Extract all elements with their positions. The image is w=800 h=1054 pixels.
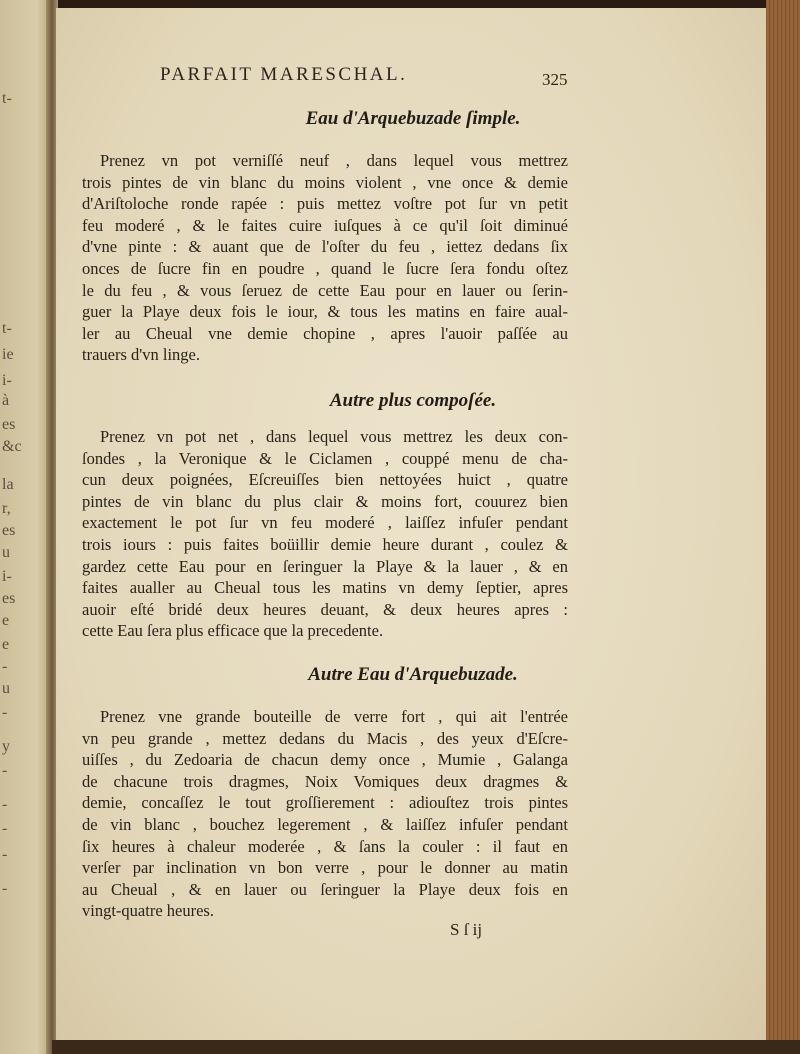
text-line: uiſſes , du Zedoaria de chacun demy once , Mumie , Galanga <box>82 750 568 770</box>
text-line: ſondes , la Veronique & le Ciclamen , couppé menu de cha- <box>82 448 568 468</box>
text-line: cette Eau ſera plus efficace que la precedente. <box>82 621 384 641</box>
text-line: de chacune trois dragmes, Noix Vomiques deux dragmes & <box>82 771 568 791</box>
left-page-fragment: ie <box>2 346 14 363</box>
text-line: de vin blanc , bouchez legerement , & laiſſez infuſer pendant <box>82 814 568 834</box>
left-page-fragment: - <box>2 820 8 837</box>
paragraph-1 <box>82 150 568 366</box>
text-line: d'vne pinte : & auant que de l'oſter du feu , iettez dedans ſix <box>82 237 568 257</box>
text-line: auoir eſté bridé deux heures deuant, & deux heures apres : <box>82 599 568 619</box>
left-page-edge <box>0 0 52 1054</box>
text-line: faites aualler au Cheual tous les matins vn demy ſeptier, apres <box>82 578 568 598</box>
text-line: le du feu , & vous ſeruez de cette Eau pour en lauer ou ſerin- <box>82 280 568 300</box>
signature-mark: S ſ ij <box>450 920 483 939</box>
left-page-fragment: es <box>2 522 16 539</box>
text-line: verſer par inclination vn bon verre , pour le donner au matin <box>82 858 568 878</box>
page-edges-right <box>766 0 800 1054</box>
text-line: Prenez vn pot net , dans lequel vous mettrez les deux con- <box>100 427 568 446</box>
text-line: demie, concaſſez le tout groſſierement : adiouſtez trois pintes <box>82 793 568 813</box>
left-page-fragment: e <box>2 636 10 653</box>
text-line: trois iours : puis faites boüillir demie heure durant , coulez & <box>82 534 568 554</box>
paragraph-3 <box>82 706 568 922</box>
text-line: au Cheual , & en lauer ou ſeringuer la Playe deux fois en <box>82 879 568 899</box>
text-line: pintes de vin blanc du plus clair & moins fort, couurez bien <box>82 491 568 511</box>
text-line: ler au Cheual vne demie chopine , apres l'auoir paſſée au <box>82 323 568 343</box>
section-title-3: Autre Eau d'Arquebuzade. <box>308 664 518 685</box>
text-line: Prenez vne grande bouteille de verre fort , qui ait l'entrée <box>100 707 568 726</box>
left-page-fragment: u <box>2 680 10 697</box>
text-line: Prenez vn pot verniſſé neuf , dans lequel vous mettrez <box>100 151 568 170</box>
text-line: vn peu grande , mettez dedans du Macis , des yeux d'Eſcre- <box>82 728 568 748</box>
left-page-fragment: y <box>2 738 10 755</box>
page-header <box>56 60 770 90</box>
left-page-fragment: i- <box>2 372 12 389</box>
left-page-fragment: - <box>2 796 8 813</box>
text-line: gardez cette Eau pour en ſeringuer la Playe & la lauer , & en <box>82 556 568 576</box>
left-page-fragment: i- <box>2 568 12 585</box>
left-page-fragment: - <box>2 762 8 779</box>
left-page-fragment: à <box>2 392 10 409</box>
text-line: vingt-quatre heures. <box>82 901 214 921</box>
left-page-fragment: &c <box>2 438 22 455</box>
left-page-fragment: - <box>2 658 8 675</box>
left-page-fragment: es <box>2 590 16 607</box>
text-line: trois pintes de vin blanc du moins violent , vne once & demie <box>82 172 568 192</box>
left-page-fragment: - <box>2 880 8 897</box>
running-title: PARFAIT MARESCHAL. <box>160 64 408 85</box>
section-title-2: Autre plus compoſée. <box>329 390 497 411</box>
text-line: guer la Playe deux fois le iour, & tous les matins en faire aual- <box>82 302 568 322</box>
left-page-fragment: la <box>2 476 14 493</box>
left-page-fragment: - <box>2 704 8 721</box>
left-page-fragment: r, <box>2 500 11 517</box>
text-line: trauers d'vn linge. <box>82 345 200 365</box>
text-line: cun deux poignées, Eſcreuiſſes bien nettoyées huict , quatre <box>82 470 568 490</box>
text-line: d'Ariſtoloche ronde rapée : puis mettez voſtre pot ſur vn petit <box>82 194 568 214</box>
book-bottom-edge <box>52 1040 800 1054</box>
text-line: feu moderé , & le faites cuire iuſques à ce qu'il ſoit diminué <box>82 215 568 235</box>
text-line: ſix heures à chaleur moderée , & ſans la couler : il faut en <box>82 836 568 856</box>
text-line: exactement le pot ſur vn feu moderé , laiſſez infuſer pendant <box>82 513 568 533</box>
page-number: 325 <box>542 70 568 89</box>
text-line: onces de ſucre fin en poudre , quand le ſucre ſera fondu oſtez <box>82 258 568 278</box>
section-title-1: Eau d'Arquebuzade ſimple. <box>305 108 521 129</box>
left-page-fragment: t- <box>2 90 12 107</box>
book-page <box>56 8 770 1044</box>
left-page-fragment: t- <box>2 320 12 337</box>
left-page-fragment: es <box>2 416 16 433</box>
left-page-fragment: - <box>2 846 8 863</box>
left-page-fragment: u <box>2 544 10 561</box>
left-page-fragment: e <box>2 612 10 629</box>
paragraph-2 <box>82 426 568 642</box>
